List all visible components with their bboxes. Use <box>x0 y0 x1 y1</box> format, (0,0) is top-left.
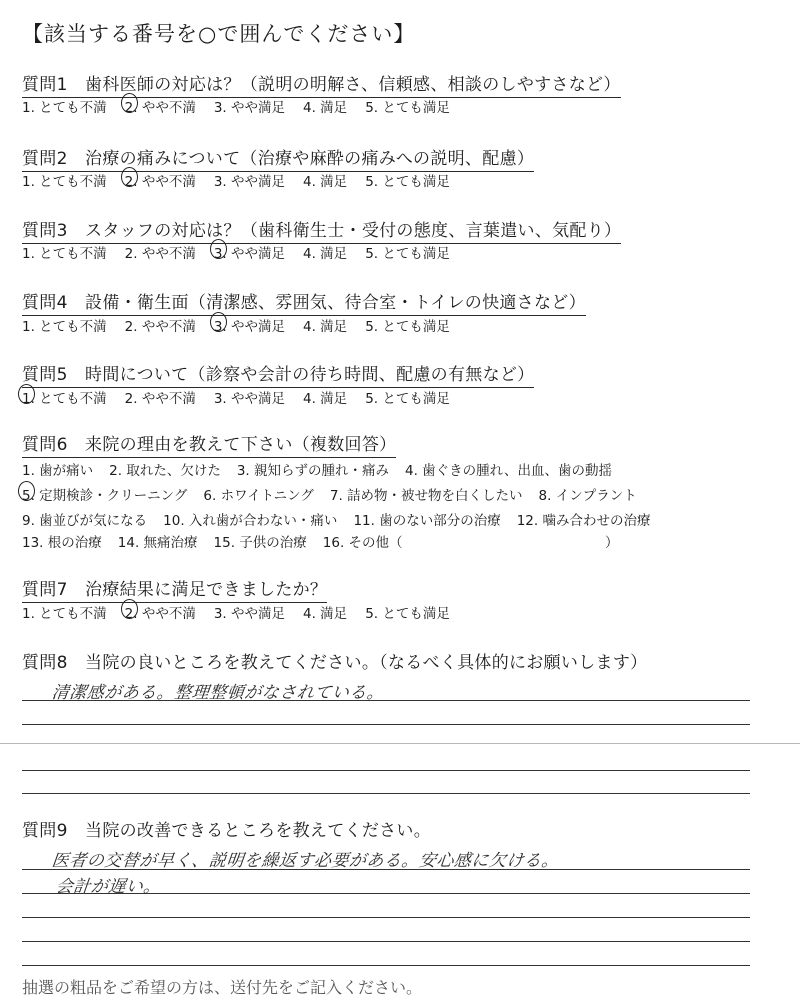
q5-option-2[interactable]: 2. やや不満 <box>124 391 196 407</box>
selection-circle <box>18 384 35 404</box>
answer-line <box>22 793 750 794</box>
q6-option-9[interactable]: 9. 歯並びが気になる <box>22 513 148 529</box>
q9-handwritten-answer-2[interactable]: 会計が遅い。 <box>54 877 162 897</box>
question-6-title: 質問6 来院の理由を教えて下さい（複数回答） <box>22 430 396 458</box>
question-2-options <box>22 170 468 190</box>
q7-option-5[interactable]: 5. とても満足 <box>365 606 450 622</box>
q6-option-15[interactable]: 15. 子供の治療 <box>213 535 307 551</box>
q8-handwritten-answer[interactable]: 清潔感がある。整理整頓がなされている。 <box>50 683 386 703</box>
q2-option-2[interactable]: 2. やや不満 <box>125 170 196 190</box>
q7-option-1[interactable]: 1. とても不満 <box>22 606 107 622</box>
q1-option-2[interactable]: 2. やや不満 <box>125 96 196 116</box>
q2-option-1[interactable]: 1. とても不満 <box>22 174 107 190</box>
q6-row-4 <box>22 531 635 551</box>
answer-line <box>22 965 750 966</box>
q6-option-14[interactable]: 14. 無痛治療 <box>117 535 198 551</box>
q7-option-3[interactable]: 3. やや満足 <box>213 606 286 622</box>
q6-option-5[interactable]: 5. 定期検診・クリーニング <box>22 484 187 504</box>
answer-line <box>22 893 750 894</box>
selection-circle <box>210 312 227 332</box>
q6-option-16[interactable]: 16. その他（ ） <box>322 535 619 551</box>
question-4-title: 質問4 設備・衛生面（清潔感、雰囲気、待合室・トイレの快適さなど） <box>22 288 586 316</box>
q3-option-1[interactable]: 1. とても不満 <box>22 246 107 262</box>
q3-option-5[interactable]: 5. とても満足 <box>365 246 450 262</box>
q6-option-3[interactable]: 3. 親知らずの腫れ・痛み <box>236 463 390 479</box>
answer-line <box>22 917 750 918</box>
q6-option-10[interactable]: 10. 入れ歯が合わない・痛い <box>163 513 338 529</box>
question-5-options <box>22 387 468 407</box>
selection-circle <box>121 167 138 187</box>
question-7-options <box>22 602 468 622</box>
footer-note: 抽選の粗品をご希望の方は、送付先をご記入ください。 <box>22 978 423 997</box>
q2-option-5[interactable]: 5. とても満足 <box>365 174 450 190</box>
question-7-title: 質問7 治療結果に満足できましたか？ <box>22 575 327 603</box>
q5-option-4[interactable]: 4. 満足 <box>303 391 348 407</box>
answer-line <box>22 700 750 701</box>
q6-option-8[interactable]: 8. インプラント <box>538 488 637 504</box>
q4-option-3[interactable]: 3. やや満足 <box>214 315 285 335</box>
selection-circle <box>121 93 138 113</box>
question-2-title: 質問2 治療の痛みについて（治療や麻酔の痛みへの説明、配慮） <box>22 144 534 172</box>
q6-row-2 <box>22 484 653 504</box>
fold-line <box>0 743 800 744</box>
answer-line <box>22 869 750 870</box>
q6-row-3 <box>22 509 666 529</box>
answer-line <box>22 724 750 725</box>
selection-circle <box>121 599 138 619</box>
q4-option-5[interactable]: 5. とても満足 <box>365 319 450 335</box>
q2-option-4[interactable]: 4. 満足 <box>303 174 348 190</box>
question-5-title: 質問5 時間について（診察や会計の待ち時間、配慮の有無など） <box>22 360 534 388</box>
selection-circle <box>210 239 227 259</box>
q1-option-1[interactable]: 1. とても不満 <box>22 100 107 116</box>
q6-option-2[interactable]: 2. 取れた、欠けた <box>109 463 221 479</box>
q6-option-6[interactable]: 6. ホワイトニング <box>203 488 314 504</box>
q5-option-1[interactable]: 1. とても不満 <box>22 387 107 407</box>
q7-option-4[interactable]: 4. 満足 <box>303 606 348 622</box>
q6-row-1 <box>22 459 628 479</box>
answer-line <box>22 770 750 771</box>
answer-line <box>22 941 750 942</box>
selection-circle <box>18 481 35 501</box>
question-1-options <box>22 96 468 116</box>
q3-option-4[interactable]: 4. 満足 <box>303 246 348 262</box>
q6-option-1[interactable]: 1. 歯が痛い <box>22 463 94 479</box>
q6-option-13[interactable]: 13. 根の治療 <box>22 535 102 551</box>
question-9-title: 質問9 当院の改善できるところを教えてください。 <box>22 821 432 841</box>
page-title: 【該当する番号を○で囲んでください】 <box>22 22 416 46</box>
q1-option-5[interactable]: 5. とても満足 <box>365 100 450 116</box>
q6-option-7[interactable]: 7. 詰め物・被せ物を白くしたい <box>329 488 523 504</box>
q6-option-4[interactable]: 4. 歯ぐきの腫れ、出血、歯の動揺 <box>405 463 612 479</box>
question-4-options <box>22 315 468 335</box>
q4-option-1[interactable]: 1. とても不満 <box>22 319 107 335</box>
question-3-options <box>22 242 468 262</box>
q7-option-2[interactable]: 2. やや不満 <box>125 602 196 622</box>
q3-option-3[interactable]: 3. やや満足 <box>214 242 285 262</box>
q6-option-11[interactable]: 11. 歯のない部分の治療 <box>353 513 501 529</box>
question-8-title: 質問8 当院の良いところを教えてください。（なるべく具体的にお願いします） <box>22 653 648 673</box>
q5-option-5[interactable]: 5. とても満足 <box>365 391 450 407</box>
q4-option-4[interactable]: 4. 満足 <box>303 319 348 335</box>
q6-option-12[interactable]: 12. 噛み合わせの治療 <box>516 513 651 529</box>
q1-option-3[interactable]: 3. やや満足 <box>213 100 286 116</box>
q5-option-3[interactable]: 3. やや満足 <box>213 391 286 407</box>
q3-option-2[interactable]: 2. やや不満 <box>124 246 196 262</box>
question-3-title: 質問3 スタッフの対応は？（歯科衛生士・受付の態度、言葉遣い、気配り） <box>22 216 621 244</box>
question-1-title: 質問1 歯科医師の対応は？（説明の明解さ、信頼感、相談のしやすさなど） <box>22 70 621 98</box>
q2-option-3[interactable]: 3. やや満足 <box>213 174 286 190</box>
q9-handwritten-answer-1[interactable]: 医者の交替が早く、説明を繰返す必要がある。安心感に欠ける。 <box>50 851 560 871</box>
q1-option-4[interactable]: 4. 満足 <box>303 100 348 116</box>
q4-option-2[interactable]: 2. やや不満 <box>124 319 196 335</box>
